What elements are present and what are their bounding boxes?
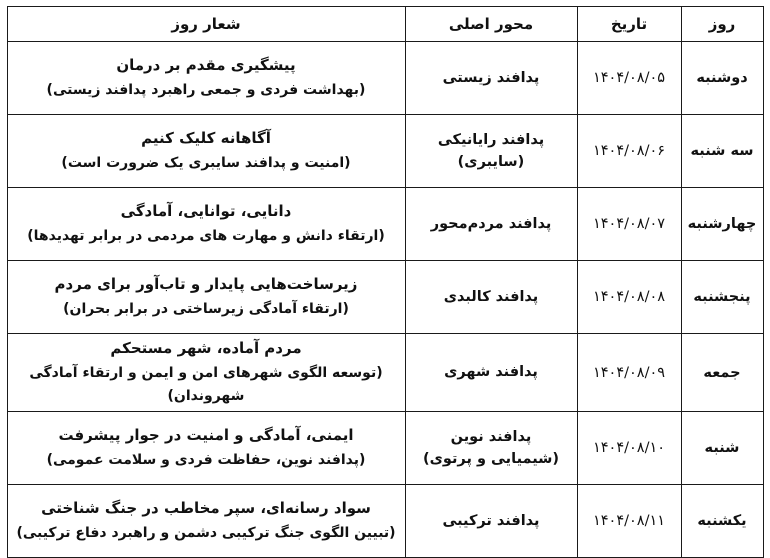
axis-line-1: پدافند شهری — [444, 364, 538, 381]
cell-day: جمعه — [681, 334, 763, 412]
cell-date: ۱۴۰۴/۰۸/۰۸ — [577, 261, 681, 334]
cell-day: پنجشنبه — [681, 261, 763, 334]
cell-slogan — [7, 485, 405, 558]
cell-date: ۱۴۰۴/۰۸/۱۰ — [577, 412, 681, 485]
axis-line-1: پدافند کالبدی — [443, 288, 539, 305]
slogan-main: پیشگیری مقدم بر درمان — [116, 56, 296, 75]
table-row — [7, 412, 763, 485]
cell-axis — [405, 261, 577, 334]
table-row — [7, 485, 763, 558]
schedule-table — [7, 6, 764, 558]
table-row — [7, 188, 763, 261]
column-header-slogan: شعار روز — [7, 7, 405, 42]
cell-day: سه شنبه — [681, 115, 763, 188]
cell-slogan — [7, 412, 405, 485]
column-header-axis: محور اصلی — [405, 7, 577, 42]
axis-line-1: پدافند ترکیبی — [442, 512, 540, 529]
column-header-day: روز — [681, 7, 763, 42]
cell-slogan — [7, 115, 405, 188]
slogan-sub: (توسعه الگوی شهرهای امن و ایمن و ارتقاء آمادگی شهروندان) — [29, 364, 383, 405]
slogan-sub: (ارتقاء آمادگی زیرساختی در برابر بحران) — [63, 300, 349, 317]
table-row — [7, 115, 763, 188]
table-row — [7, 334, 763, 412]
cell-axis — [405, 485, 577, 558]
cell-slogan — [7, 334, 405, 412]
axis-line-1: پدافند زیستی — [442, 69, 540, 86]
cell-slogan — [7, 42, 405, 115]
cell-day: یکشنبه — [681, 485, 763, 558]
slogan-sub: (ارتقاء دانش و مهارت های مردمی در برابر تهدیدها) — [27, 227, 385, 244]
cell-date: ۱۴۰۴/۰۸/۰۵ — [577, 42, 681, 115]
axis-line-1: پدافند نوین — [450, 428, 532, 445]
cell-date: ۱۴۰۴/۰۸/۰۷ — [577, 188, 681, 261]
cell-day: چهارشنبه — [681, 188, 763, 261]
cell-axis — [405, 188, 577, 261]
axis-line-2: (شیمیایی و پرتوی) — [422, 451, 560, 468]
cell-day: دوشنبه — [681, 42, 763, 115]
table-header-row — [7, 7, 763, 42]
table-body — [7, 42, 763, 558]
cell-axis — [405, 412, 577, 485]
slogan-sub: (تبیین الگوی جنگ ترکیبی دشمن و راهبرد دفاع ترکیبی) — [16, 524, 396, 541]
slogan-sub: (امنیت و پدافند سایبری یک ضرورت است) — [61, 154, 351, 171]
slogan-sub: (پدافند نوین، حفاظت فردی و سلامت عمومی) — [46, 451, 366, 468]
table-row — [7, 261, 763, 334]
cell-day: شنبه — [681, 412, 763, 485]
cell-slogan — [7, 261, 405, 334]
cell-slogan — [7, 188, 405, 261]
axis-line-1: پدافند مردم‌محور — [430, 215, 552, 232]
cell-axis — [405, 115, 577, 188]
cell-axis — [405, 334, 577, 412]
slogan-main: دانایی، توانایی، آمادگی — [120, 202, 292, 221]
cell-date: ۱۴۰۴/۰۸/۱۱ — [577, 485, 681, 558]
cell-date: ۱۴۰۴/۰۸/۰۶ — [577, 115, 681, 188]
table-header — [7, 7, 763, 42]
slogan-sub: (بهداشت فردی و جمعی راهبرد پدافند زیستی) — [46, 81, 366, 98]
slogan-main: ایمنی، آمادگی و امنیت در جوار پیشرفت — [58, 426, 354, 445]
table-row — [7, 42, 763, 115]
slogan-main: آگاهانه کلیک کنیم — [141, 129, 271, 148]
slogan-main: مردم آماده، شهر مستحکم — [110, 339, 302, 357]
slogan-main: سواد رسانه‌ای، سپر مخاطب در جنگ شناختی — [41, 499, 371, 518]
column-header-date: تاریخ — [577, 7, 681, 42]
cell-date: ۱۴۰۴/۰۸/۰۹ — [577, 334, 681, 412]
cell-axis — [405, 42, 577, 115]
axis-line-1: پدافند رایانیکی (سایبری) — [437, 131, 545, 170]
slogan-main: زیرساخت‌هایی پایدار و تاب‌آور برای مردم — [54, 275, 358, 294]
